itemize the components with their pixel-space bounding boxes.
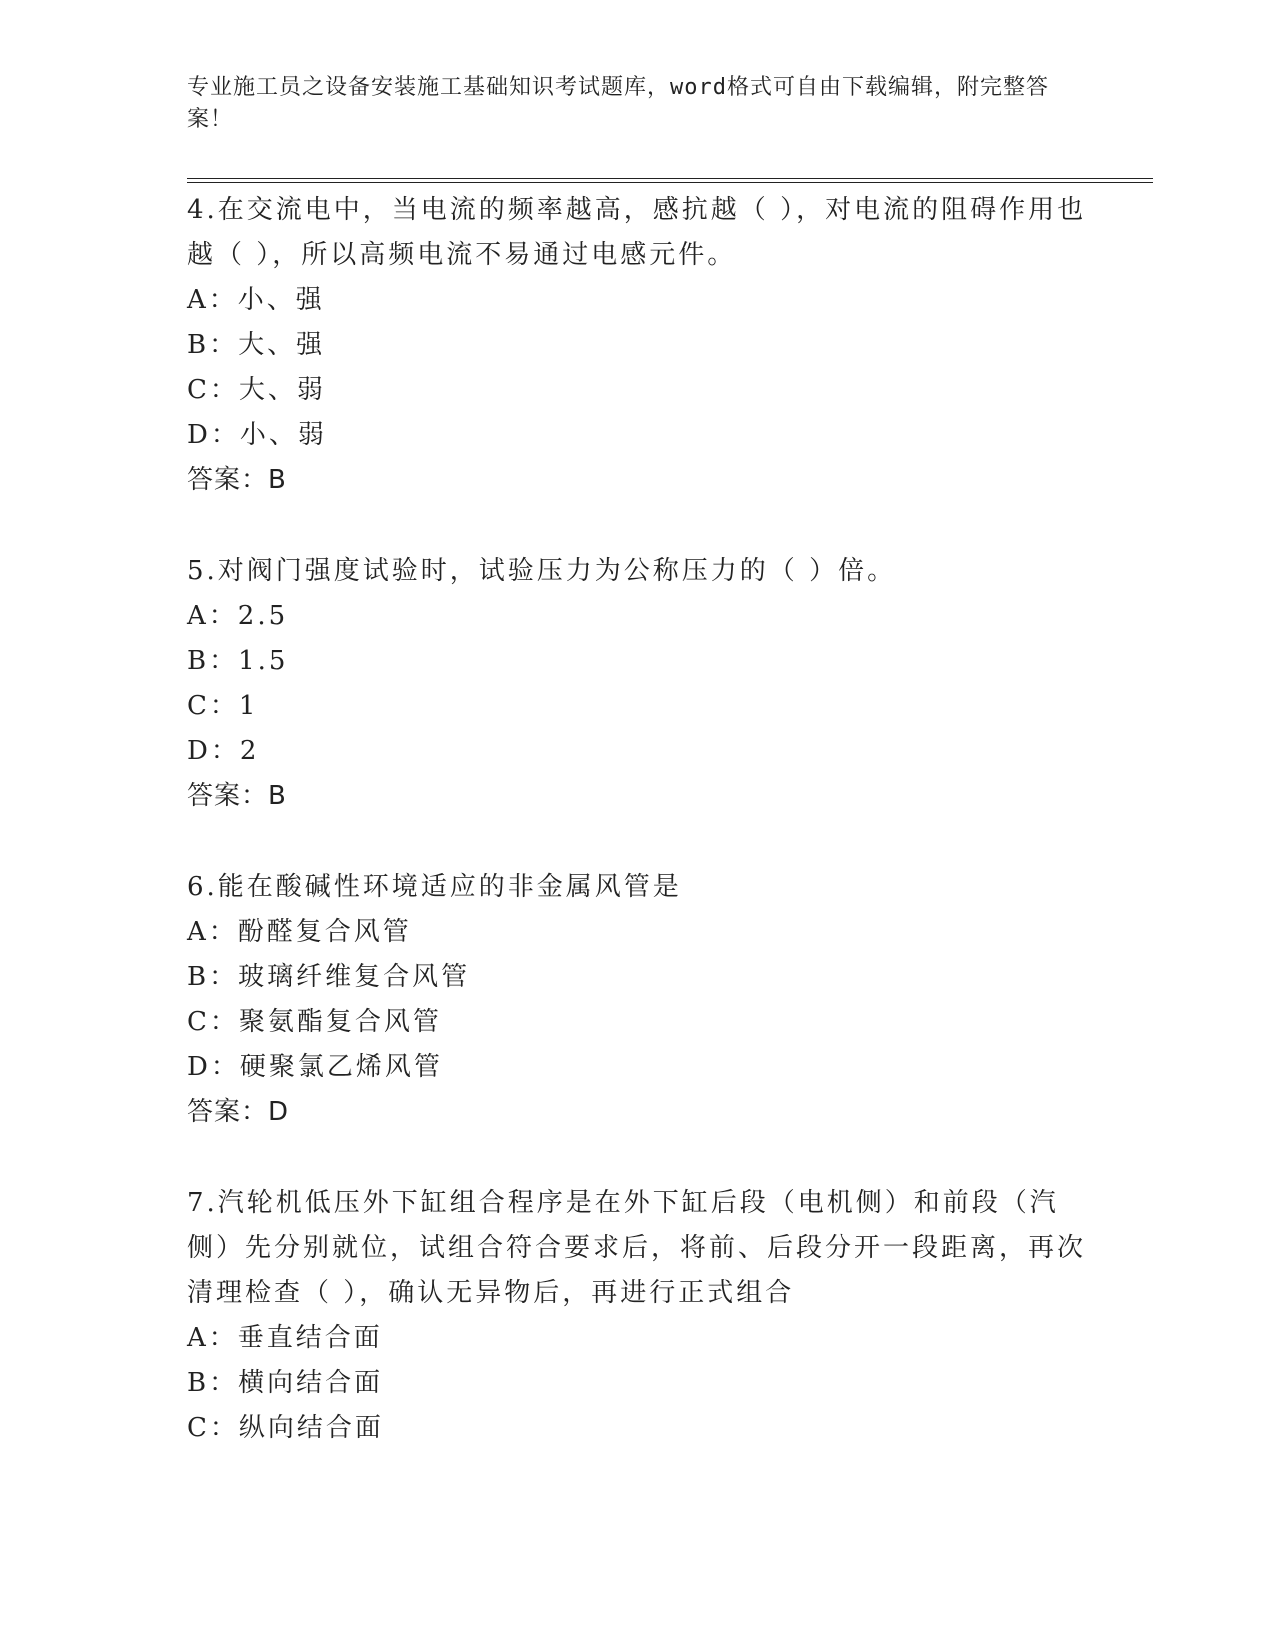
document-header: 专业施工员之设备安装施工基础知识考试题库，word格式可自由下载编辑，附完整答案！ — [187, 75, 1049, 132]
question-list — [187, 188, 1087, 1497]
question-option: C：1 — [187, 691, 259, 721]
question-option: B：大、强 — [187, 330, 326, 360]
question-option: B：横向结合面 — [187, 1368, 384, 1398]
question-option: A：2.5 — [187, 601, 289, 631]
header-divider-second — [187, 182, 1153, 183]
question-option: C：聚氨酯复合风管 — [187, 1007, 442, 1037]
question-stem: 7.汽轮机低压外下缸组合程序是在外下缸后段（电机侧）和前段（汽侧）先分别就位，试组合符合要求后，将前、后段分开一段距离，再次清理检查（ ），确认无异物后，再进行正式组合 — [187, 1188, 1087, 1308]
question-answer: 答案：D — [187, 1097, 290, 1127]
question-option: A：酚醛复合风管 — [187, 917, 412, 947]
question-stem: 6.能在酸碱性环境适应的非金属风管是 — [187, 872, 682, 902]
question-item — [187, 549, 1087, 819]
question-answer: 答案：B — [187, 465, 287, 495]
question-option: A：垂直结合面 — [187, 1323, 383, 1353]
question-answer: 答案：B — [187, 781, 287, 811]
question-option: C：纵向结合面 — [187, 1413, 384, 1443]
question-option: D：小、弱 — [187, 420, 327, 450]
question-option: B：1.5 — [187, 646, 289, 676]
question-stem: 5.对阀门强度试验时，试验压力为公称压力的（ ）倍。 — [187, 556, 897, 586]
question-option: C：大、弱 — [187, 375, 326, 405]
question-option: A：小、强 — [187, 285, 325, 315]
question-item — [187, 188, 1087, 503]
question-option: D：2 — [187, 736, 260, 766]
question-option: B：玻璃纤维复合风管 — [187, 962, 471, 992]
question-stem: 4.在交流电中，当电流的频率越高，感抗越（ ），对电流的阻碍作用也越（ ），所以高频电流不易通过电感元件。 — [187, 195, 1087, 270]
question-item — [187, 865, 1087, 1135]
question-option: D：硬聚氯乙烯风管 — [187, 1052, 443, 1082]
header-divider — [187, 178, 1153, 179]
question-item — [187, 1181, 1087, 1451]
